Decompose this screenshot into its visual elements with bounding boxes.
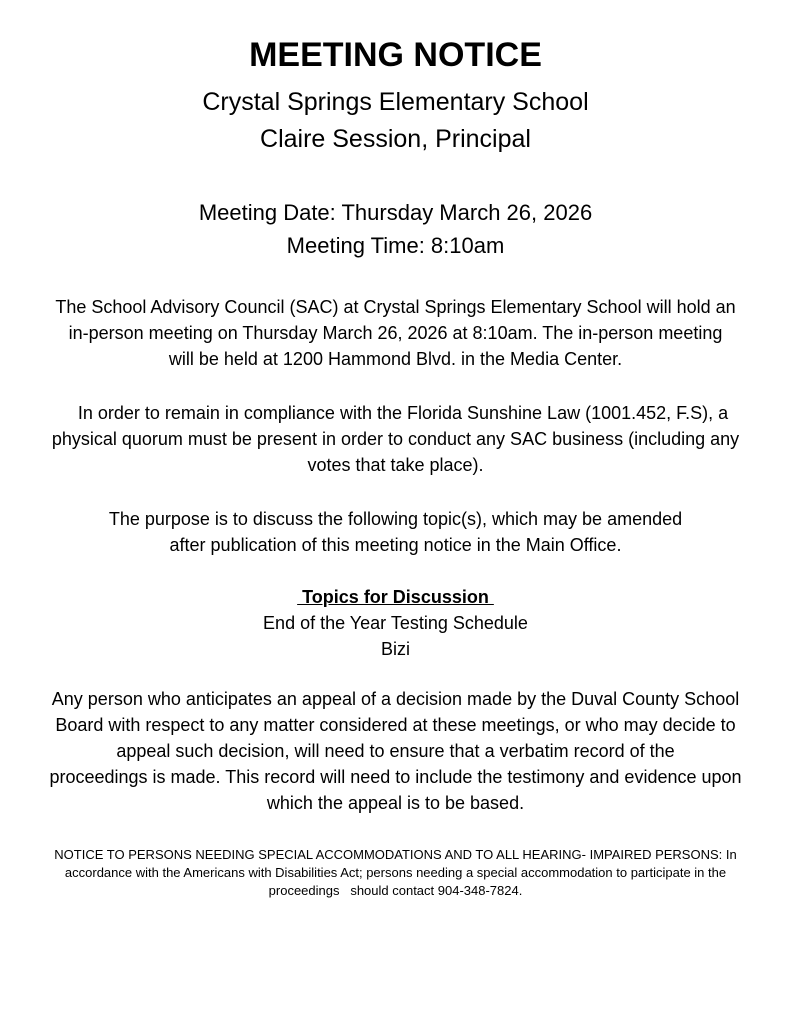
- topics-section: [0, 584, 791, 662]
- text-line: In order to remain in compliance with the Florida Sunshine Law (1001.452, F.S), a: [62, 403, 729, 423]
- title-text: MEETING NOTICE: [249, 36, 542, 74]
- text-line: after publication of this meeting notice in the Main Office.: [169, 535, 622, 555]
- text-line: The purpose is to discuss the following topic(s), which may be amended: [108, 509, 683, 529]
- text-line: Board with respect to any matter considered at these meetings, or who may decide to: [55, 715, 736, 735]
- principal-name: Claire Session, Principal: [260, 125, 531, 153]
- appeal-paragraph: [0, 686, 791, 816]
- topic-item: Bizi: [380, 639, 410, 659]
- text-line: votes that take place).: [307, 455, 484, 475]
- topic-item: End of the Year Testing Schedule: [263, 613, 528, 633]
- text-line: physical quorum must be present in order to conduct any SAC business (including any: [51, 429, 740, 449]
- text-line: accordance with the Americans with Disabilities Act; persons needing a special accommodation to participate in the: [64, 865, 727, 880]
- sunshine-law-paragraph: [0, 400, 791, 478]
- accommodations-notice: [0, 846, 791, 900]
- topics-heading: Topics for Discussion: [297, 587, 494, 607]
- text-line: in-person meeting on Thursday March 26, 2026 at 8:10am. The in-person meeting: [68, 323, 723, 343]
- text-line: NOTICE TO PERSONS NEEDING SPECIAL ACCOMMODATIONS AND TO ALL HEARING- IMPAIRED PERSONS: In: [54, 847, 737, 862]
- school-header: [0, 84, 791, 158]
- text-line: The School Advisory Council (SAC) at Crystal Springs Elementary School will hold an: [55, 297, 736, 317]
- text-line: will be held at 1200 Hammond Blvd. in the Media Center.: [168, 349, 623, 369]
- text-line: which the appeal is to be based.: [266, 793, 525, 813]
- text-line: appeal such decision, will need to ensure that a verbatim record of the: [116, 741, 675, 761]
- meeting-time: Meeting Time: 8:10am: [286, 233, 505, 258]
- page-title: [0, 34, 791, 76]
- meeting-date: Meeting Date: Thursday March 26, 2026: [198, 200, 593, 225]
- text-line: Any person who anticipates an appeal of a decision made by the Duval County School: [51, 689, 740, 709]
- purpose-paragraph: [0, 506, 791, 558]
- text-line: proceedings is made. This record will need to include the testimony and evidence upon: [49, 767, 742, 787]
- meeting-location-paragraph: [0, 294, 791, 372]
- meeting-info: [0, 196, 791, 262]
- text-line: proceedings should contact 904-348-7824.: [268, 883, 523, 898]
- school-name: Crystal Springs Elementary School: [202, 88, 589, 116]
